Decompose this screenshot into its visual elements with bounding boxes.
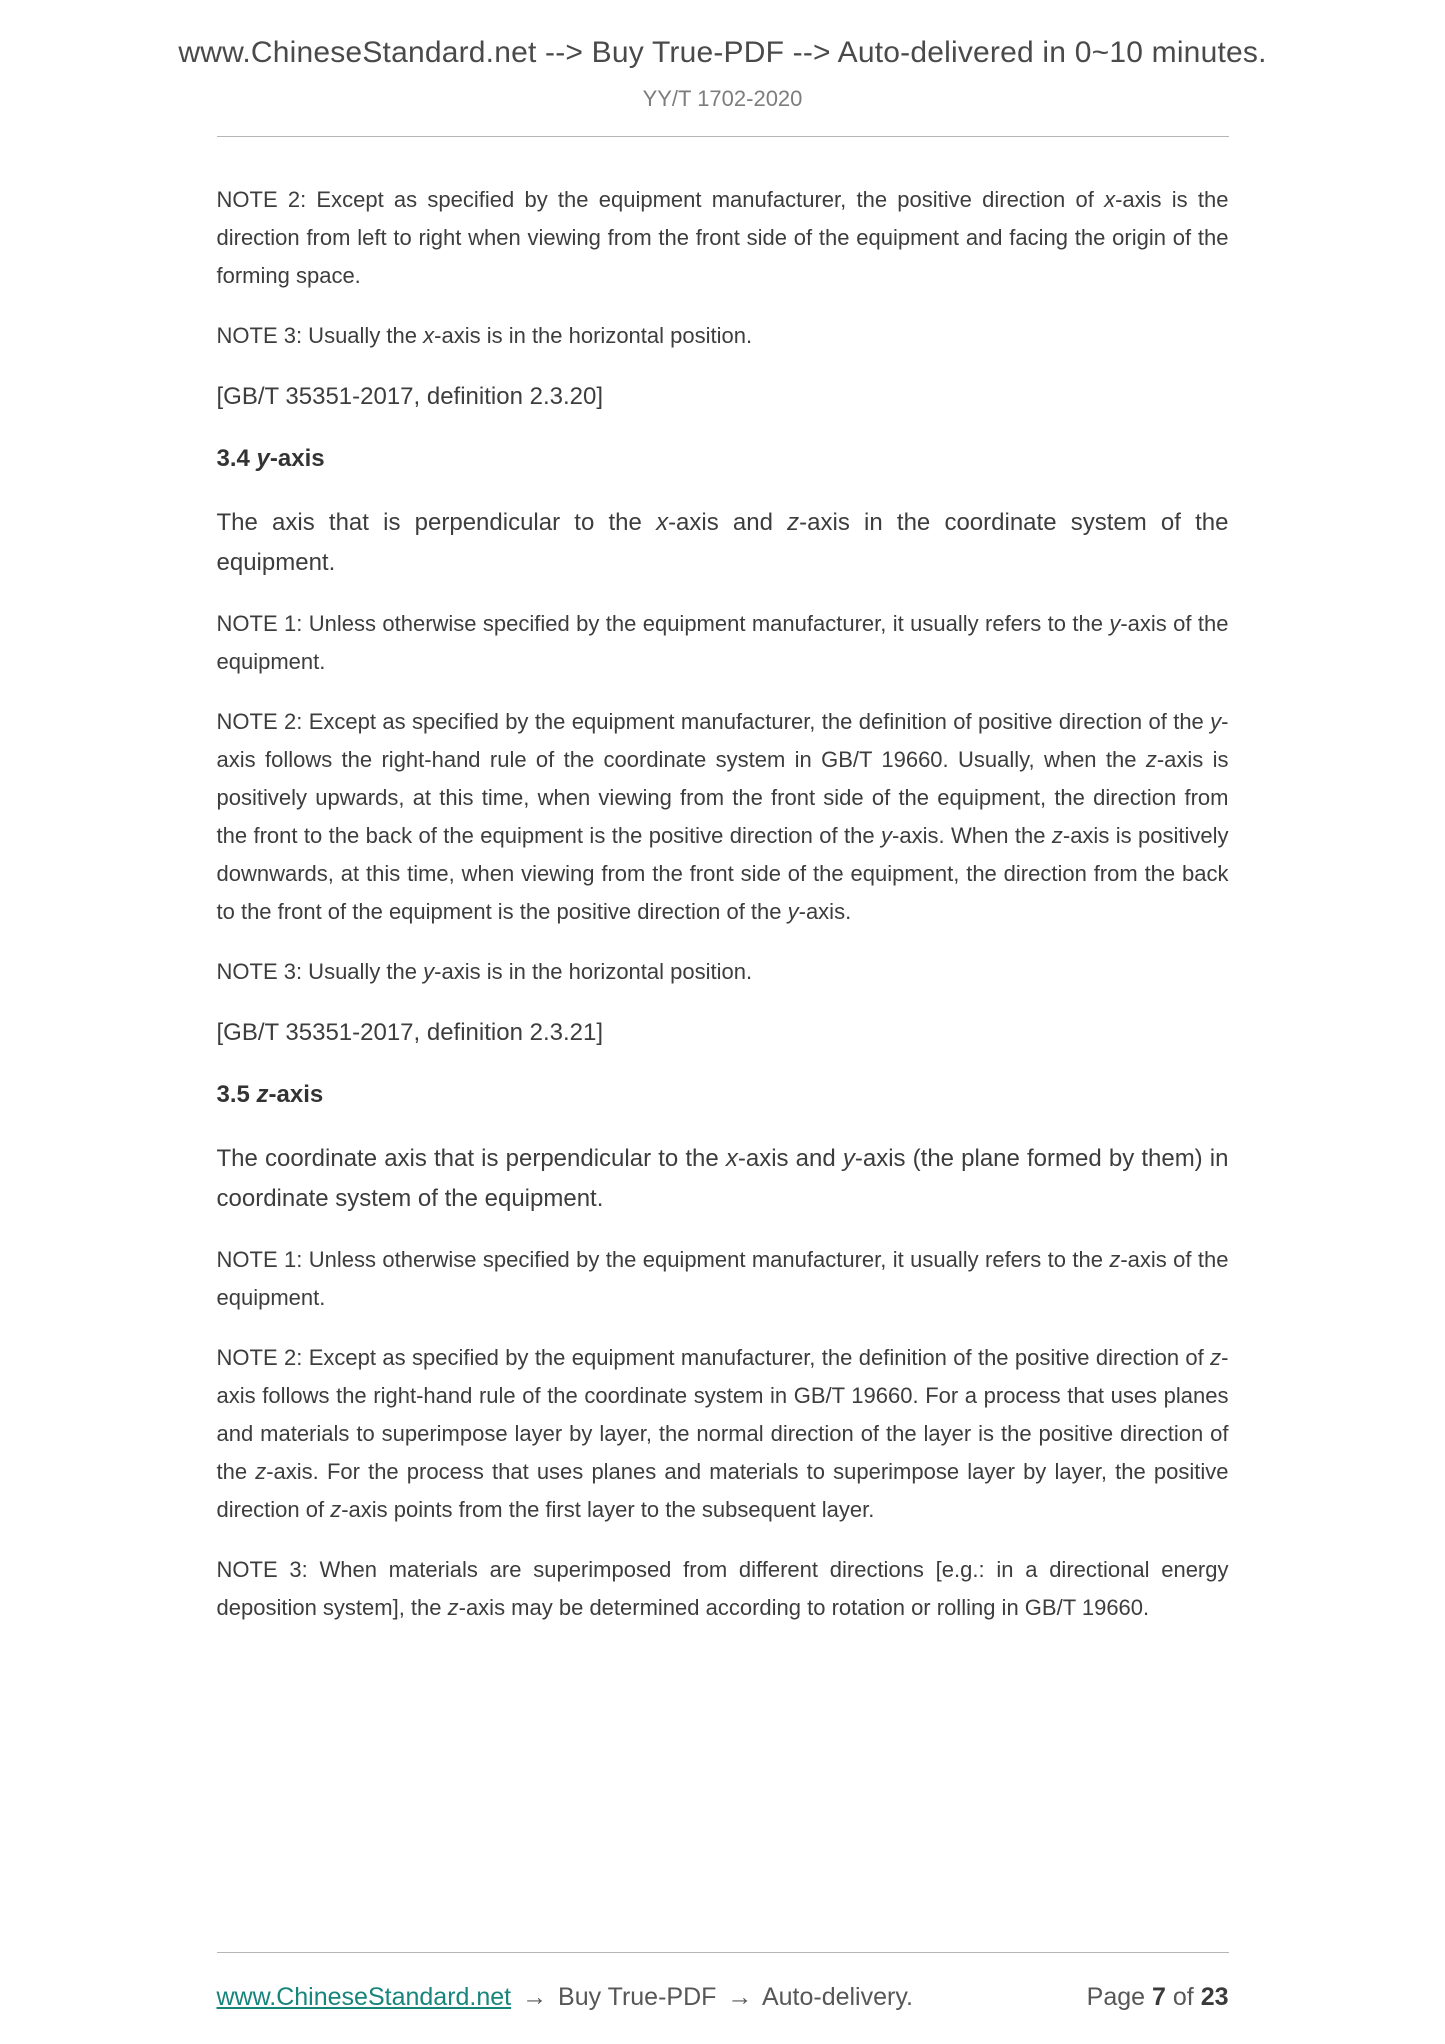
page-header bbox=[0, 0, 1445, 112]
document-body bbox=[217, 137, 1229, 1627]
page-total: 23 bbox=[1200, 1983, 1229, 2011]
paragraph: NOTE 2: Except as specified by the equipment manufacturer, the definition of the positive direction of z-axis follows the right-hand rule of the coordinate system in GB/T 19660. For a process that uses planes and materials to superimpose layer by layer, the normal direction of the layer is the positive direction of the z-axis. For the process that uses planes and materials to superimpose layer by layer, the positive direction of z-axis points from the first layer to the subsequent layer. bbox=[216, 1345, 1229, 1522]
paragraph: NOTE 1: Unless otherwise specified by the equipment manufacturer, it usually refers to the z-axis of the equipment. bbox=[216, 1247, 1229, 1310]
document-number: YY/T 1702-2020 bbox=[642, 86, 803, 111]
footer-site-link[interactable]: www.ChineseStandard.net bbox=[216, 1983, 512, 2011]
paragraph: NOTE 3: Usually the x-axis is in the horizontal position. bbox=[216, 323, 753, 348]
site-banner-text: www.ChineseStandard.net --> Buy True-PDF --> Auto-delivered in 0~10 minutes. bbox=[178, 36, 1267, 69]
page-indicator bbox=[1087, 1983, 1229, 2012]
arrow-right-icon: → bbox=[727, 1983, 753, 2011]
page-number: 7 bbox=[1152, 1983, 1166, 2011]
footer-buy-label: Buy True-PDF bbox=[558, 1983, 717, 2011]
page-label: Page bbox=[1086, 1983, 1146, 2011]
footer-left bbox=[217, 1983, 913, 2012]
footer-rule bbox=[217, 1952, 1229, 1953]
paragraph: The axis that is perpendicular to the x-axis and z-axis in the coordinate system of the equipment. bbox=[216, 509, 1229, 576]
paragraph: NOTE 2: Except as specified by the equipment manufacturer, the definition of positive direction of the y-axis follows the right-hand rule of the coordinate system in GB/T 19660. Usually, when the z-axis is positively upwards, at this time, when viewing from the front side of the equipment, the direction from the front to the back of the equipment is the positive direction of the y-axis. When the z-axis is positively downwards, at this time, when viewing from the front side of the equipment, the direction from the back to the front of the equipment is the positive direction of the y-axis. bbox=[216, 709, 1229, 924]
paragraph: [GB/T 35351-2017, definition 2.3.21] bbox=[216, 1019, 603, 1046]
arrow-right-icon: → bbox=[522, 1983, 548, 2011]
footer-delivery-label: Auto-delivery. bbox=[761, 1983, 913, 2011]
paragraph: The coordinate axis that is perpendicular to the x-axis and y-axis (the plane formed by them) in coordinate system of the equipment. bbox=[216, 1145, 1229, 1212]
section-heading: 3.5 z-axis bbox=[216, 1081, 324, 1108]
section-heading: 3.4 y-axis bbox=[216, 445, 325, 472]
paragraph: NOTE 3: Usually the y-axis is in the horizontal position. bbox=[216, 959, 753, 984]
of-label: of bbox=[1172, 1983, 1194, 2011]
paragraph: NOTE 2: Except as specified by the equipment manufacturer, the positive direction of x-axis is the direction from left to right when viewing from the front side of the equipment and facing the origin of the forming space. bbox=[216, 187, 1229, 288]
paragraph: [GB/T 35351-2017, definition 2.3.20] bbox=[216, 383, 603, 410]
paragraph: NOTE 1: Unless otherwise specified by the equipment manufacturer, it usually refers to the y-axis of the equipment. bbox=[216, 611, 1229, 674]
page-footer bbox=[217, 1952, 1229, 2012]
paragraph: NOTE 3: When materials are superimposed from different directions [e.g.: in a directional energy deposition system], the z-axis may be determined according to rotation or rolling in GB/T 19660. bbox=[216, 1557, 1229, 1620]
